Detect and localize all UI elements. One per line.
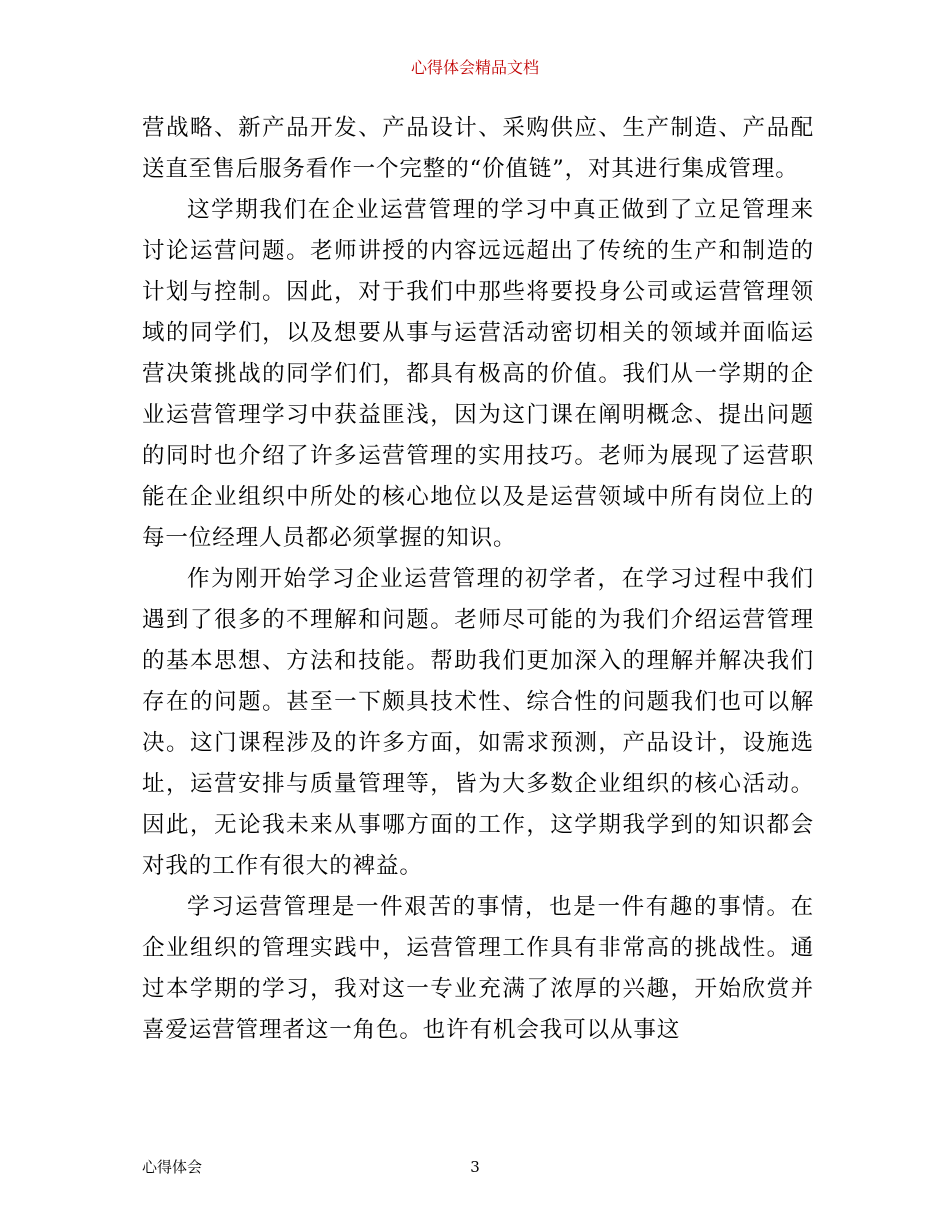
footer-label: 心得体会 bbox=[142, 1158, 203, 1176]
document-body bbox=[142, 108, 814, 1051]
page-number: 3 bbox=[470, 1158, 480, 1176]
paragraph: 作为刚开始学习企业运营管理的初学者，在学习过程中我们遇到了很多的不理解和问题。老师尽可能的为我们介绍运营管理的基本思想、方法和技能。帮助我们更加深入的理解并解决我们存在的问题。甚至一下颇具技术性、综合性的问题我们也可以解决。这门课程涉及的许多方面，如需求预测，产品设计，设施选址，运营安排与质量管理等，皆为大多数企业组织的核心活动。因此，无论我未来从事哪方面的工作，这学期我学到的知识都会对我的工作有很大的裨益。 bbox=[142, 566, 814, 879]
paragraph-continuation: 营战略、新产品开发、产品设计、采购供应、生产制造、产品配送直至售后服务看作一个完整的“价值链”，对其进行集成管理。 bbox=[142, 115, 814, 182]
paragraph: 学习运营管理是一件艰苦的事情，也是一件有趣的事情。在企业组织的管理实践中，运营管理工作具有非常高的挑战性。通过本学期的学习，我对这一专业充满了浓厚的兴趣，开始欣赏并喜爱运营管理者这一角色。也许有机会我可以从事这 bbox=[142, 894, 814, 1043]
paragraph: 这学期我们在企业运营管理的学习中真正做到了立足管理来讨论运营问题。老师讲授的内容远远超出了传统的生产和制造的计划与控制。因此，对于我们中那些将要投身公司或运营管理领域的同学们，以及想要从事与运营活动密切相关的领域并面临运营决策挑战的同学们们，都具有极高的价值。我们从一学期的企业运营管理学习中获益匪浅，因为这门课在阐明概念、提出问题的同时也介绍了许多运营管理的实用技巧。老师为展现了运营职能在企业组织中所处的核心地位以及是运营领域中所有岗位上的每一位经理人员都必须掌握的知识。 bbox=[142, 197, 814, 551]
page-header-title: 心得体会精品文档 bbox=[410, 58, 539, 77]
